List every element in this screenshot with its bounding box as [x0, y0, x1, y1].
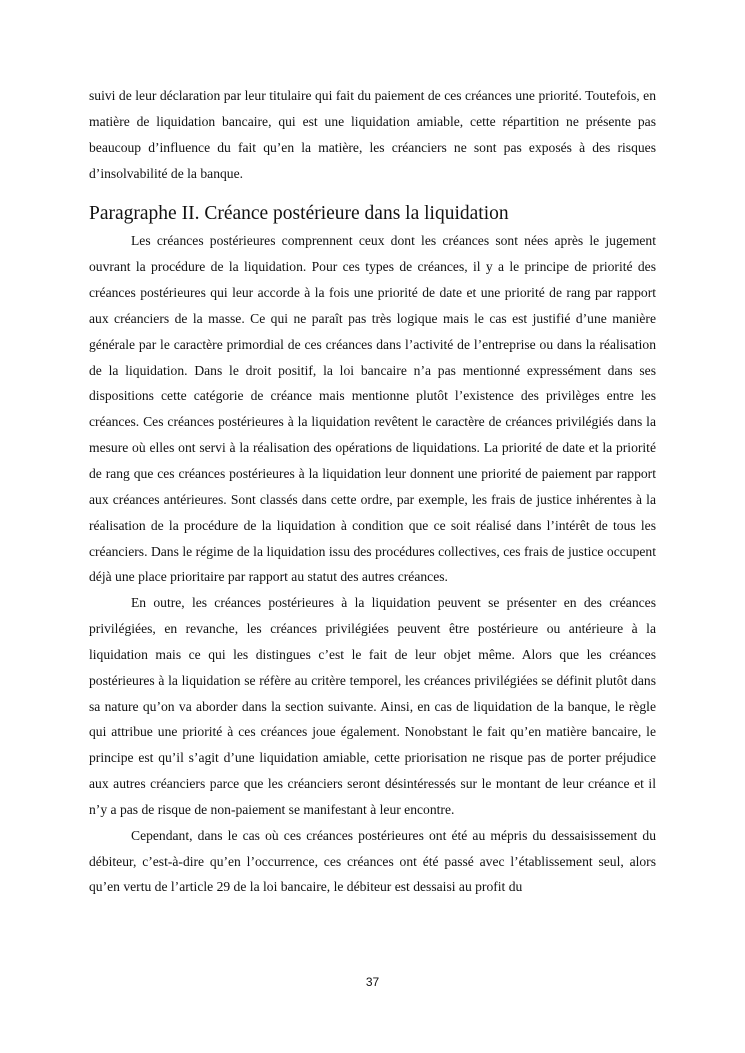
body-paragraph: Cependant, dans le cas où ces créances postérieures ont été au mépris du dessaisissement du débiteur, c’est-à-dire qu’en l’occurrence, ces créances ont été passé avec l’établissement seul, alors qu’en vertu de l’article 29 de la loi bancaire, le débiteur est dessaisi au profit du — [89, 827, 656, 895]
section-heading: Paragraphe II. Créance postérieure dans la liquidation — [89, 203, 509, 225]
body-paragraph: En outre, les créances postérieures à la liquidation peuvent se présenter en des créances privilégiées, en revanche, les créances privilégiées peuvent être postérieure ou antérieure à la liquidation mais ce qui les distingues c’est le fait de leur objet même. Alors que les créances postérieures à la liquidation se réfère au critère temporel, les créances privilégiées se définit plutôt dans sa nature qu’on va aborder dans la section suivante. Ainsi, en cas de liquidation de la banque, le règle qui attribue une priorité à ces créances joue également. Nonobstant le fait qu’en matière bancaire, le principe est qu’il s’agit d’une liquidation amiable, cette priorisation ne risque pas de porter préjudice aux autres créanciers parce que les créanciers seront désintéressés sur le montant de leur créance et il n’y a pas de risque de non-paiement se manifestant à leur encontre. — [89, 595, 656, 817]
document-page — [89, 83, 656, 900]
page-number: 37 — [365, 975, 380, 989]
intro-paragraph: suivi de leur déclaration par leur titulaire qui fait du paiement de ces créances une priorité. Toutefois, en matière de liquidation bancaire, qui est une liquidation amiable, cette répartition ne présente pas beaucoup d’influence du fait qu’en la matière, les créanciers ne sont pas exposés à des risques d’insolvabilité de la banque. — [89, 88, 656, 181]
body-paragraph: Les créances postérieures comprennent ceux dont les créances sont nées après le jugement ouvrant la procédure de la liquidation. Pour ces types de créances, il y a le principe de priorité des créances postérieures qui leur accorde à la fois une priorité de date et une priorité de rang par rapport aux créanciers de la masse. Ce qui ne paraît pas très logique mais le cas est justifié d’une manière générale par le caractère primordial de ces créances dans l’activité de l’entreprise ou dans la réalisation de la liquidation. Dans le droit positif, la loi bancaire n’a pas mentionné expressément dans ses dispositions cette catégorie de créance mais mentionne plutôt l’existence des privilèges entre les créances. Ces créances postérieures à la liquidation revêtent le caractère de créances privilégiés dans la mesure où elles ont servi à la réalisation des opérations de liquidations. La priorité de date et la priorité de rang que ces créances postérieures à la liquidation leur donnent une priorité de paiement par rapport aux créances antérieures. Sont classés dans cette ordre, par exemple, les frais de justice inhérentes à la réalisation de la procédure de la liquidation à condition que ce soit réalisé dans l’intérêt de tous les créanciers. Dans le régime de la liquidation issu des procédures collectives, ces frais de justice occupent déjà une place prioritaire par rapport au statut des autres créances. — [89, 233, 656, 585]
